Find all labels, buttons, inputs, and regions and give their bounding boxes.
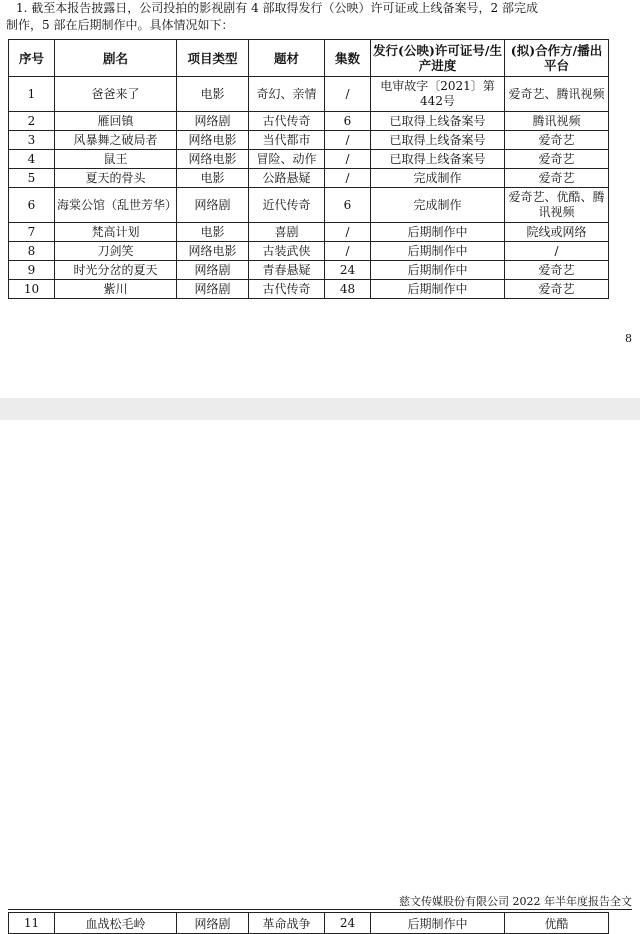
- cell-type: 网络电影: [177, 150, 249, 169]
- header-type: 项目类型: [177, 40, 249, 77]
- cell-episodes: 24: [325, 261, 371, 280]
- cell-name: 梵高计划: [55, 223, 177, 242]
- cell-episodes: /: [325, 223, 371, 242]
- cell-platform: 爱奇艺: [505, 280, 609, 299]
- next-document-page: [0, 420, 640, 931]
- cell-genre: 青春悬疑: [249, 261, 325, 280]
- cell-platform: 腾讯视频: [505, 112, 609, 131]
- cell-genre: 古代传奇: [249, 280, 325, 299]
- cell-type: 电影: [177, 169, 249, 188]
- cell-episodes: 24: [325, 913, 371, 934]
- intro-paragraph: [6, 0, 636, 34]
- cell-type: 网络剧: [177, 112, 249, 131]
- cell-progress: 完成制作: [371, 169, 505, 188]
- table-row: [9, 280, 609, 299]
- page-separator: [0, 398, 640, 420]
- cell-no: 10: [9, 280, 55, 299]
- table-row: [9, 131, 609, 150]
- cell-no: 6: [9, 188, 55, 223]
- cell-type: 网络电影: [177, 131, 249, 150]
- page-number: 8: [625, 332, 632, 345]
- cell-platform: 爱奇艺: [505, 169, 609, 188]
- cell-no: 9: [9, 261, 55, 280]
- cell-progress: 已取得上线备案号: [371, 131, 505, 150]
- table-row: [9, 261, 609, 280]
- cell-name: 时光分岔的夏天: [55, 261, 177, 280]
- table-row: [9, 913, 609, 934]
- cell-type: 电影: [177, 223, 249, 242]
- cell-no: 7: [9, 223, 55, 242]
- cell-genre: 奇幻、亲情: [249, 77, 325, 112]
- cell-platform: 优酷: [505, 913, 609, 934]
- cell-genre: 当代都市: [249, 131, 325, 150]
- header-progress: 发行(公映)许可证号/生产进度: [371, 40, 505, 77]
- cell-name: 血战松毛岭: [55, 913, 177, 934]
- cell-progress: 后期制作中: [371, 242, 505, 261]
- cell-platform: 爱奇艺、优酷、腾讯视频: [505, 188, 609, 223]
- cell-type: 网络剧: [177, 913, 249, 934]
- cell-platform: /: [505, 242, 609, 261]
- cell-name: 鼠王: [55, 150, 177, 169]
- table-row: [9, 77, 609, 112]
- table-row: [9, 112, 609, 131]
- cell-name: 紫川: [55, 280, 177, 299]
- cell-no: 8: [9, 242, 55, 261]
- cell-episodes: /: [325, 131, 371, 150]
- cell-episodes: /: [325, 150, 371, 169]
- cell-episodes: /: [325, 169, 371, 188]
- cell-no: 3: [9, 131, 55, 150]
- cell-no: 5: [9, 169, 55, 188]
- table-row: [9, 242, 609, 261]
- cell-episodes: 6: [325, 112, 371, 131]
- cell-progress: 后期制作中: [371, 913, 505, 934]
- cell-type: 网络剧: [177, 280, 249, 299]
- cell-progress: 已取得上线备案号: [371, 150, 505, 169]
- cell-episodes: 48: [325, 280, 371, 299]
- table-row: [9, 188, 609, 223]
- cell-progress: 已取得上线备案号: [371, 112, 505, 131]
- cell-platform: 爱奇艺: [505, 131, 609, 150]
- cell-no: 4: [9, 150, 55, 169]
- cell-genre: 革命战争: [249, 913, 325, 934]
- cell-name: 海棠公馆（乱世芳华）: [55, 188, 177, 223]
- cell-episodes: /: [325, 77, 371, 112]
- table-row: [9, 169, 609, 188]
- cell-platform: 爱奇艺: [505, 150, 609, 169]
- cell-progress: 后期制作中: [371, 223, 505, 242]
- cell-genre: 冒险、动作: [249, 150, 325, 169]
- cell-progress: 完成制作: [371, 188, 505, 223]
- cell-name: 爸爸来了: [55, 77, 177, 112]
- cell-genre: 古代传奇: [249, 112, 325, 131]
- page-header-company: 慈文传媒股份有限公司 2022 年半年度报告全文: [399, 895, 632, 908]
- table-row: [9, 223, 609, 242]
- cell-episodes: 6: [325, 188, 371, 223]
- cell-no: 2: [9, 112, 55, 131]
- cell-genre: 古装武侠: [249, 242, 325, 261]
- cell-name: 刀剑笑: [55, 242, 177, 261]
- header-episodes: 集数: [325, 40, 371, 77]
- table-header-row: [9, 40, 609, 77]
- table-row: [9, 150, 609, 169]
- cell-genre: 近代传奇: [249, 188, 325, 223]
- cell-name: 雁回镇: [55, 112, 177, 131]
- cell-type: 网络剧: [177, 261, 249, 280]
- cell-name: 风暴舞之破局者: [55, 131, 177, 150]
- cell-type: 网络剧: [177, 188, 249, 223]
- header-divider: [8, 909, 632, 910]
- intro-line-2: 制作，5 部在后期制作中。具体情况如下：: [6, 18, 234, 32]
- cell-genre: 喜剧: [249, 223, 325, 242]
- cell-no: 1: [9, 77, 55, 112]
- cell-platform: 爱奇艺: [505, 261, 609, 280]
- cell-progress: 后期制作中: [371, 280, 505, 299]
- document-page: [0, 0, 640, 398]
- header-platform: (拟)合作方/播出平台: [505, 40, 609, 77]
- cell-genre: 公路悬疑: [249, 169, 325, 188]
- cell-no: 11: [9, 913, 55, 934]
- cell-name: 夏天的骨头: [55, 169, 177, 188]
- cell-progress: 后期制作中: [371, 261, 505, 280]
- intro-line-1: 1. 截至本报告披露日，公司投拍的影视剧有 4 部取得发行（公映）许可证或上线备案号，2 部完成: [16, 1, 538, 15]
- film-projects-table: [8, 39, 609, 299]
- table-continuation: [8, 912, 609, 934]
- cell-type: 网络电影: [177, 242, 249, 261]
- cell-episodes: /: [325, 242, 371, 261]
- header-genre: 题材: [249, 40, 325, 77]
- cell-type: 电影: [177, 77, 249, 112]
- header-name: 剧名: [55, 40, 177, 77]
- cell-platform: 爱奇艺、腾讯视频: [505, 77, 609, 112]
- cell-progress: 电审故字〔2021〕第442号: [371, 77, 505, 112]
- header-no: 序号: [9, 40, 55, 77]
- cell-platform: 院线或网络: [505, 223, 609, 242]
